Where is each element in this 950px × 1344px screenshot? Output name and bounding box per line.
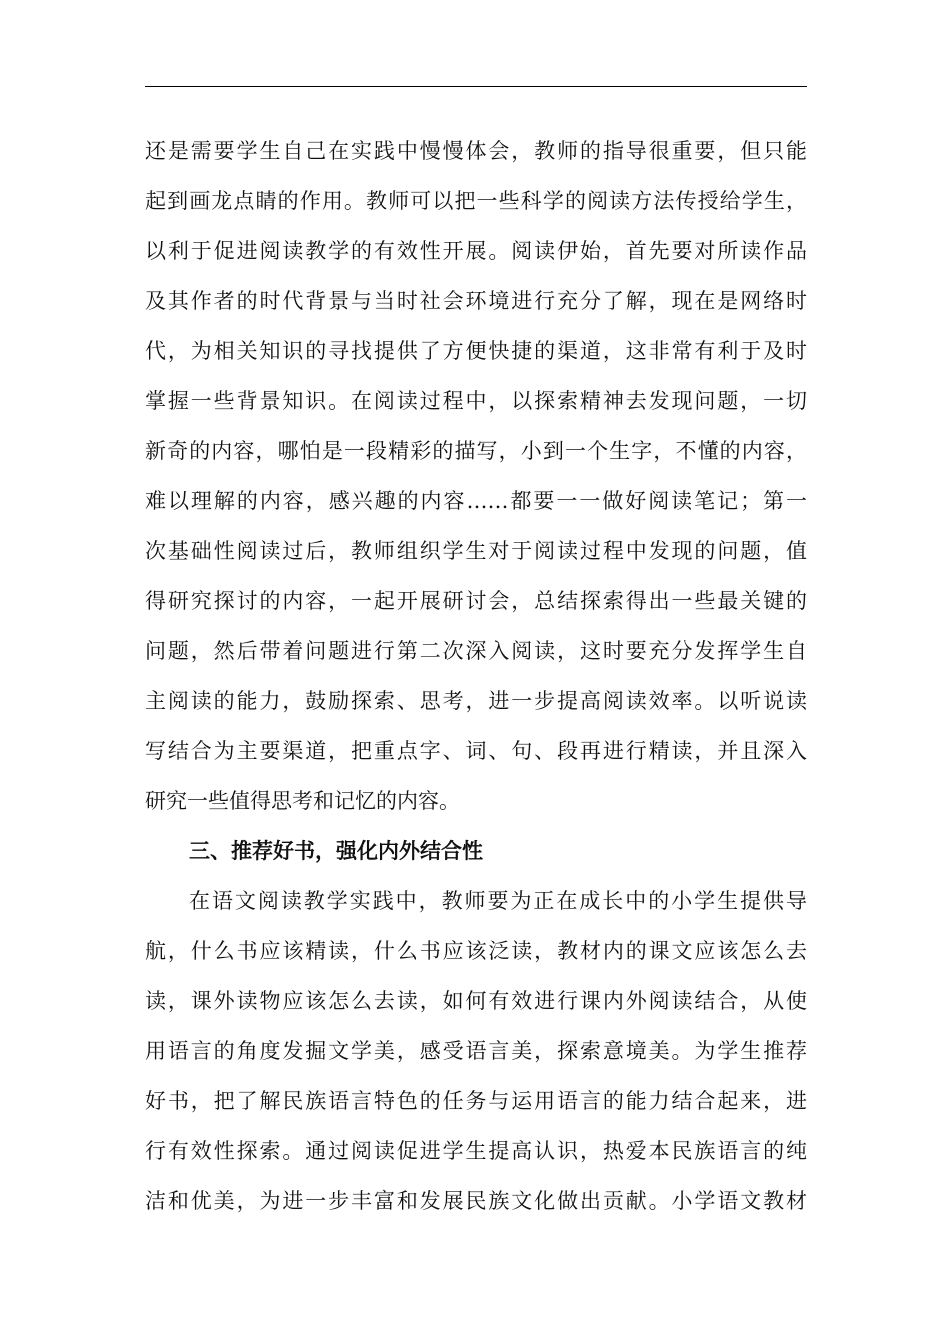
text-line: 代，为相关知识的寻找提供了方便快捷的渠道，这非常有利于及时 — [145, 339, 807, 363]
text-line: 研究一些值得思考和记忆的内容。 — [145, 789, 460, 813]
text-line: 用语言的角度发掘文学美，感受语言美，探索意境美。为学生推荐 — [145, 1039, 807, 1063]
text-line: 还是需要学生自己在实践中慢慢体会，教师的指导很重要，但只能 — [145, 139, 807, 163]
text-line: 好书，把了解民族语言特色的任务与运用语言的能力结合起来，进 — [145, 1089, 807, 1113]
text-line: 航，什么书应该精读，什么书应该泛读，教材内的课文应该怎么去 — [145, 939, 807, 963]
document-body — [145, 126, 807, 1226]
paragraph-1 — [145, 126, 807, 826]
text-line: 写结合为主要渠道，把重点字、词、句、段再进行精读，并且深入 — [145, 739, 807, 763]
text-line: 得研究探讨的内容，一起开展研讨会，总结探索得出一些最关键的 — [145, 589, 807, 613]
text-line: 以利于促进阅读教学的有效性开展。阅读伊始，首先要对所读作品 — [145, 239, 807, 263]
text-line: 新奇的内容，哪怕是一段精彩的描写，小到一个生字，不懂的内容， — [145, 439, 807, 463]
text-line: 起到画龙点睛的作用。教师可以把一些科学的阅读方法传授给学生， — [145, 189, 807, 213]
paragraph-2 — [145, 876, 807, 1226]
text-line: 次基础性阅读过后，教师组织学生对于阅读过程中发现的问题，值 — [145, 539, 807, 563]
text-line: 掌握一些背景知识。在阅读过程中，以探索精神去发现问题，一切 — [145, 389, 807, 413]
text-line: 洁和优美，为进一步丰富和发展民族文化做出贡献。小学语文教材 — [145, 1189, 807, 1213]
text-line: 及其作者的时代背景与当时社会环境进行充分了解，现在是网络时 — [145, 289, 807, 313]
text-line: 问题，然后带着问题进行第二次深入阅读，这时要充分发挥学生自 — [145, 639, 807, 663]
text-line: 在语文阅读教学实践中，教师要为正在成长中的小学生提供导 — [189, 889, 807, 913]
section-heading: 三、推荐好书，强化内外结合性 — [189, 838, 483, 863]
text-line: 读，课外读物应该怎么去读，如何有效进行课内外阅读结合，从使 — [145, 989, 807, 1013]
text-line: 主阅读的能力，鼓励探索、思考，进一步提高阅读效率。以听说读 — [145, 689, 807, 713]
text-line: 行有效性探索。通过阅读促进学生提高认识，热爱本民族语言的纯 — [145, 1139, 807, 1163]
header-rule — [145, 86, 807, 87]
text-line: 难以理解的内容，感兴趣的内容……都要一一做好阅读笔记；第一 — [145, 489, 807, 513]
